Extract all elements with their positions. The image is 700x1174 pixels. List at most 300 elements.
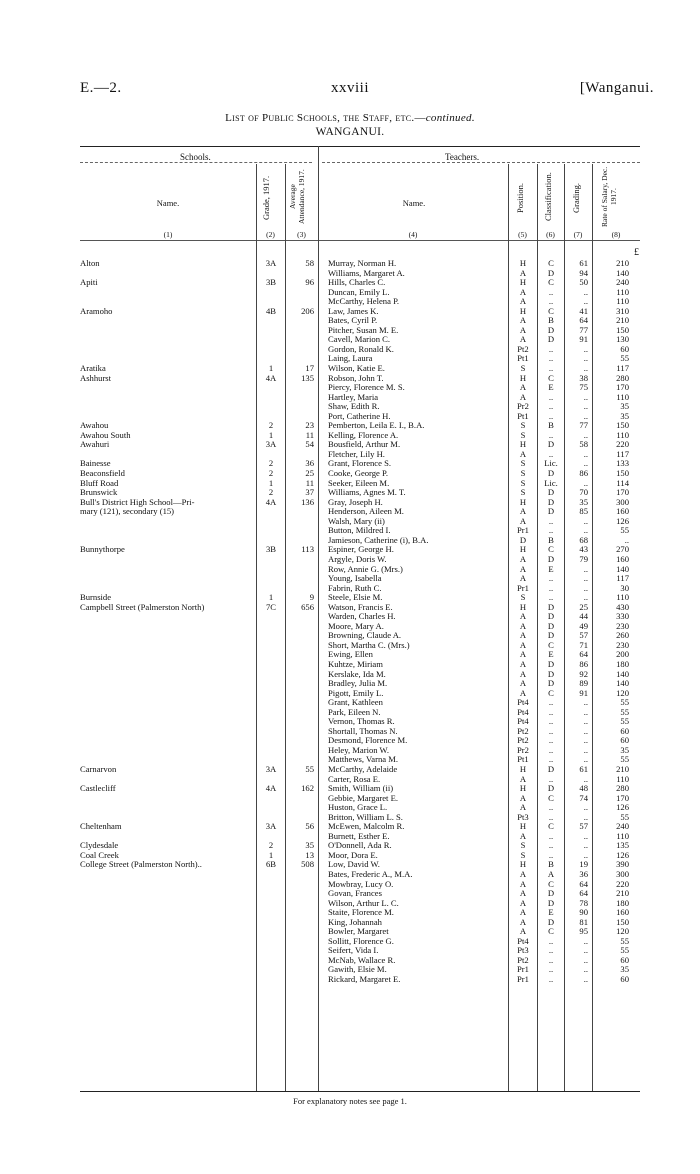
teacher-name: Short, Martha C. (Mrs.)	[328, 640, 410, 650]
top-rule	[80, 146, 640, 147]
school-name: Ashhurst	[80, 373, 112, 383]
position: Pt4	[517, 697, 529, 708]
position: Pt2	[517, 735, 529, 746]
grade: 3A	[265, 439, 277, 450]
salary: 300	[616, 496, 629, 507]
school-name: Bull's District High School—Pri-	[80, 497, 195, 507]
position: A	[519, 649, 527, 660]
classification: D	[547, 553, 555, 564]
grading: 90	[579, 907, 588, 918]
classification: D	[547, 678, 555, 689]
attendance: 11	[305, 429, 314, 440]
teacher-name: Gawith, Elsie M.	[328, 965, 387, 975]
salary: 170	[616, 487, 629, 498]
position: H	[519, 496, 527, 507]
table-row	[0, 775, 700, 785]
position: A	[519, 658, 527, 669]
grading: 64	[579, 315, 588, 326]
grading: ..	[583, 697, 588, 708]
salary: 280	[616, 372, 629, 383]
grading: ..	[583, 458, 588, 469]
grading: 81	[579, 916, 588, 927]
classification: B	[548, 859, 554, 870]
table-row	[0, 784, 700, 794]
table-row	[0, 689, 700, 699]
position: A	[519, 515, 527, 526]
table-title	[0, 112, 700, 124]
running-header	[0, 80, 700, 102]
teacher-name: Moore, Mary A.	[328, 621, 384, 631]
school-name: Aratika	[80, 364, 106, 374]
title-main: List of Public Schools, the Staff, etc.—	[225, 112, 426, 124]
classification: ..	[548, 840, 554, 851]
salary: 160	[616, 907, 629, 918]
classification: D	[547, 763, 555, 774]
grading: ..	[583, 954, 588, 965]
classification: ..	[548, 592, 554, 603]
grading: 95	[579, 926, 588, 937]
attendance: 656	[301, 601, 314, 612]
position: H	[519, 763, 527, 774]
table-row	[0, 498, 700, 508]
salary: 150	[616, 324, 629, 335]
teacher-name: McNab, Wallace R.	[328, 955, 396, 965]
table-row	[0, 316, 700, 326]
table-row	[0, 851, 700, 861]
grade: 1	[268, 592, 274, 603]
position: A	[519, 907, 527, 918]
salary: 170	[616, 382, 629, 393]
grading: 64	[579, 878, 588, 889]
header-salary: Rate of Salary, Dec. 1917.	[600, 166, 618, 228]
teacher-name: King, Johannah	[328, 917, 382, 927]
teacher-name: Huston, Grace L.	[328, 803, 388, 813]
salary: 117	[616, 573, 629, 584]
grade: 2	[268, 487, 274, 498]
teacher-name: Cooke, George P.	[328, 469, 388, 479]
school-name: Clydesdale	[80, 841, 119, 851]
classification: D	[547, 334, 555, 345]
grading: 41	[579, 305, 588, 316]
salary: 210	[616, 258, 629, 268]
header-bottom-rule	[80, 240, 640, 241]
attendance: 113	[301, 544, 314, 555]
table-row	[0, 631, 700, 641]
header-attendance: Average Attendance, 1917.	[288, 169, 306, 225]
attendance: 9	[309, 592, 314, 603]
teacher-name: Port, Catherine H.	[328, 411, 391, 421]
table-row	[0, 880, 700, 890]
classification: C	[548, 639, 554, 650]
table-row	[0, 526, 700, 536]
teacher-name: Steele, Elsie M.	[328, 593, 383, 603]
teacher-name: Piercy, Florence M. S.	[328, 383, 405, 393]
classification: ..	[548, 391, 554, 402]
position: A	[519, 687, 527, 698]
table-row	[0, 927, 700, 937]
teacher-name: Govan, Frances	[328, 889, 382, 899]
classification: ..	[548, 716, 554, 727]
grade: 3A	[265, 258, 277, 268]
school-name: College Street (Palmerston North)..	[80, 860, 202, 870]
position: Pt4	[517, 716, 529, 727]
grade: 1	[268, 363, 274, 374]
attendance: 55	[305, 763, 314, 774]
grading: ..	[583, 525, 588, 536]
position: Pr2	[517, 401, 529, 412]
grading: ..	[583, 725, 588, 736]
salary: 310	[616, 305, 629, 316]
position: A	[519, 382, 527, 393]
table-row	[0, 670, 700, 680]
teacher-name: Williams, Margaret A.	[328, 268, 405, 278]
teacher-name: Shaw, Edith R.	[328, 402, 380, 412]
position: A	[519, 563, 527, 574]
salary: 110	[616, 296, 629, 307]
salary: 60	[620, 725, 629, 736]
salary: 110	[616, 429, 629, 440]
grading: ..	[583, 353, 588, 364]
classification: E	[548, 907, 554, 918]
salary: 230	[616, 620, 629, 631]
grading: ..	[583, 716, 588, 727]
teacher-name: Park, Eileen N.	[328, 707, 381, 717]
colnum-3: (3)	[297, 230, 306, 239]
position: S	[520, 840, 526, 851]
school-name: Bluff Road	[80, 478, 119, 488]
salary: 30	[620, 582, 629, 593]
salary: 210	[616, 763, 629, 774]
classification: D	[547, 439, 555, 450]
school-name: mary (121), secondary (15)	[80, 507, 175, 517]
classification: ..	[548, 582, 554, 593]
classification: D	[547, 916, 555, 927]
currency-symbol: £	[634, 247, 639, 258]
school-name: Alton	[80, 259, 100, 268]
classification: E	[548, 649, 554, 660]
teacher-name: Britton, William L. S.	[328, 812, 403, 822]
table-row	[0, 612, 700, 622]
grading: 49	[579, 620, 588, 631]
district-name: WANGANUI.	[315, 126, 385, 138]
salary: 160	[616, 506, 629, 517]
teacher-name: Warden, Charles H.	[328, 612, 396, 622]
classification: ..	[548, 802, 554, 813]
teacher-name: McEwen, Malcolm R.	[328, 822, 405, 832]
position: Pt2	[517, 343, 529, 354]
salary: 35	[620, 964, 629, 975]
position: H	[519, 372, 527, 383]
table-row	[0, 517, 700, 527]
classification: D	[547, 611, 555, 622]
salary: 330	[616, 611, 629, 622]
section-teachers: Teachers.	[445, 152, 480, 162]
grade: 2	[268, 840, 274, 851]
table-row	[0, 354, 700, 364]
salary: 135	[616, 840, 629, 851]
classification: C	[548, 687, 554, 698]
teacher-name: Argyle, Doris W.	[328, 554, 387, 564]
bottom-rule	[80, 1091, 640, 1092]
teacher-name: Heley, Marion W.	[328, 745, 390, 755]
classification: ..	[548, 573, 554, 584]
grading: ..	[583, 935, 588, 946]
table-row	[0, 450, 700, 460]
salary: 55	[620, 353, 629, 364]
table-row	[0, 679, 700, 689]
teacher-name: Wilson, Arthur L. C.	[328, 898, 399, 908]
position: H	[519, 258, 527, 268]
grade: 1	[268, 429, 274, 440]
teachers-rule	[322, 162, 640, 163]
classification: D	[547, 630, 555, 641]
position: A	[519, 897, 527, 908]
position: A	[519, 620, 527, 631]
position: S	[520, 468, 526, 479]
position: Pt4	[517, 935, 529, 946]
position: S	[520, 849, 526, 860]
attendance: 25	[305, 468, 314, 479]
table-row	[0, 536, 700, 546]
attendance: 96	[305, 277, 314, 288]
table-row	[0, 813, 700, 823]
salary: 140	[616, 678, 629, 689]
teacher-name: Mowbray, Lucy O.	[328, 879, 394, 889]
table-row	[0, 507, 700, 517]
teacher-name: Jamieson, Catherine (i), B.A.	[328, 535, 429, 545]
table-row	[0, 765, 700, 775]
colnum-4: (4)	[408, 230, 418, 239]
attendance: 206	[301, 305, 314, 316]
teacher-name: Button, Mildred I.	[328, 526, 391, 536]
position: H	[519, 305, 527, 316]
classification: B	[548, 420, 554, 431]
position: Pr1	[517, 964, 529, 975]
position: A	[519, 611, 527, 622]
teacher-name: Staite, Florence M.	[328, 908, 394, 918]
salary: 220	[616, 878, 629, 889]
table-row	[0, 459, 700, 469]
grading: ..	[583, 964, 588, 975]
salary: 60	[620, 343, 629, 354]
classification: ..	[548, 697, 554, 708]
grading: 25	[579, 601, 588, 612]
grade: 6B	[265, 859, 277, 870]
school-name: Awahou South	[80, 430, 131, 440]
colnum-6: (6)	[546, 230, 555, 239]
teacher-name: Gray, Joseph H.	[328, 497, 383, 507]
header-grade: Grade, 1917.	[261, 175, 271, 221]
table-row	[0, 717, 700, 727]
classification: ..	[548, 401, 554, 412]
salary: 55	[620, 525, 629, 536]
classification: ..	[548, 974, 554, 985]
classification: Lic.	[544, 458, 558, 469]
salary: 55	[620, 935, 629, 946]
grading: 64	[579, 888, 588, 899]
salary: 270	[616, 544, 629, 555]
grading: ..	[583, 363, 588, 374]
salary: 55	[620, 716, 629, 727]
teacher-name: Grant, Florence S.	[328, 459, 392, 469]
classification: ..	[548, 353, 554, 364]
classification: ..	[548, 525, 554, 536]
teacher-name: Robson, John T.	[328, 373, 384, 383]
position: S	[520, 477, 526, 488]
staff-table-body	[0, 259, 700, 985]
position: Pt2	[517, 725, 529, 736]
classification: C	[548, 258, 554, 268]
table-row	[0, 555, 700, 565]
grade: 2	[268, 420, 274, 431]
position: Pr2	[517, 744, 529, 755]
teacher-name: Cavell, Marion C.	[328, 335, 391, 345]
salary: 140	[616, 668, 629, 679]
teacher-name: Desmond, Florence M.	[328, 736, 408, 746]
grading: 44	[579, 611, 588, 622]
position: A	[519, 553, 527, 564]
grading: 57	[579, 821, 588, 832]
salary: 210	[616, 888, 629, 899]
teacher-name: Low, David W.	[328, 860, 380, 870]
grading: 61	[579, 763, 588, 774]
teacher-name: O'Donnell, Ada R.	[328, 841, 392, 851]
salary: 117	[616, 363, 629, 374]
position: A	[519, 639, 527, 650]
position: A	[519, 830, 527, 841]
grading: ..	[583, 802, 588, 813]
table-row	[0, 660, 700, 670]
classification: ..	[548, 286, 554, 297]
salary: 210	[616, 315, 629, 326]
grading: 68	[579, 534, 588, 545]
table-row	[0, 965, 700, 975]
grading: ..	[583, 830, 588, 841]
teacher-name: Pemberton, Leila E. I., B.A.	[328, 421, 425, 431]
attendance: 135	[301, 372, 314, 383]
position: A	[519, 869, 527, 879]
position: A	[519, 296, 527, 307]
teacher-name: Seifert, Vida I.	[328, 946, 379, 956]
school-name: Campbell Street (Palmerston North)	[80, 602, 205, 612]
position: H	[519, 859, 527, 870]
classification: D	[547, 506, 555, 517]
salary: 180	[616, 897, 629, 908]
attendance: 35	[305, 840, 314, 851]
table-row	[0, 393, 700, 403]
salary: 55	[620, 706, 629, 717]
salary: 240	[616, 821, 629, 832]
position: Pt3	[517, 811, 529, 822]
table-row	[0, 946, 700, 956]
salary: 170	[616, 792, 629, 803]
salary: 200	[616, 649, 629, 660]
teacher-name: Kelling, Florence A.	[328, 430, 399, 440]
attendance: 54	[305, 439, 314, 450]
salary: 35	[620, 744, 629, 755]
table-row	[0, 746, 700, 756]
grade: 3A	[265, 763, 277, 774]
teacher-name: Hartley, Maria	[328, 392, 379, 402]
grading: ..	[583, 840, 588, 851]
grade: 4A	[265, 372, 277, 383]
salary: 114	[616, 477, 629, 488]
table-row	[0, 603, 700, 613]
classification: ..	[548, 706, 554, 717]
salary: 140	[616, 267, 629, 278]
salary: 110	[616, 773, 629, 784]
table-row	[0, 565, 700, 575]
page-code: E.—2.	[80, 80, 122, 96]
position: S	[520, 458, 526, 469]
table-row	[0, 259, 700, 269]
grading: 61	[579, 258, 588, 268]
teacher-name: Walsh, Mary (ii)	[328, 516, 385, 526]
position: S	[520, 487, 526, 498]
salary: 35	[620, 410, 629, 421]
classification: ..	[548, 343, 554, 354]
classification: C	[548, 821, 554, 832]
position: A	[519, 773, 527, 784]
position: Pt4	[517, 706, 529, 717]
classification: E	[548, 563, 554, 574]
grading: 86	[579, 658, 588, 669]
grading: ..	[583, 515, 588, 526]
classification: B	[548, 315, 554, 326]
salary: 126	[616, 849, 629, 860]
grading: 43	[579, 544, 588, 555]
table-row	[0, 650, 700, 660]
table-row	[0, 755, 700, 765]
table-row	[0, 269, 700, 279]
attendance: 136	[301, 496, 314, 507]
salary: 240	[616, 277, 629, 288]
table-row	[0, 870, 700, 880]
teacher-name: Laing, Laura	[328, 354, 373, 364]
teacher-name: Bates, Cyril P.	[328, 316, 378, 326]
grading: ..	[583, 754, 588, 765]
table-row	[0, 479, 700, 489]
table-row	[0, 545, 700, 555]
classification: ..	[548, 429, 554, 440]
table-row	[0, 326, 700, 336]
school-name: Brunswick	[80, 488, 118, 498]
teacher-name: Henderson, Aileen M.	[328, 507, 404, 517]
table-row	[0, 937, 700, 947]
classification: A	[547, 869, 555, 879]
position: S	[520, 592, 526, 603]
classification: ..	[548, 410, 554, 421]
grading: ..	[583, 563, 588, 574]
header-teacher-name: Name.	[402, 198, 426, 208]
position: A	[519, 334, 527, 345]
grading: 70	[579, 487, 588, 498]
position: H	[519, 783, 527, 794]
position: A	[519, 678, 527, 689]
grading: ..	[583, 811, 588, 822]
colnum-8: (8)	[611, 230, 621, 239]
grading: ..	[583, 974, 588, 985]
position: A	[519, 878, 527, 889]
table-row	[0, 727, 700, 737]
classification: D	[547, 620, 555, 631]
classification: ..	[548, 811, 554, 822]
school-name: Burnside	[80, 593, 112, 603]
teacher-name: Fabrin, Ruth C.	[328, 583, 382, 593]
classification: ..	[548, 935, 554, 946]
table-row	[0, 440, 700, 450]
table-row	[0, 431, 700, 441]
